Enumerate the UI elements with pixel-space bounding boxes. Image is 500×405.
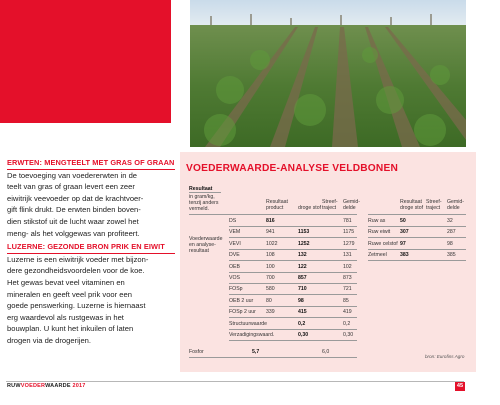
right-row-gemiddelde: 287 (447, 229, 456, 236)
paragraph-line: mineralen en geeft veel prik voor een (7, 289, 132, 299)
footer-brand-part: RUW (7, 383, 21, 389)
source-note: bron: Eurofins Agro (425, 354, 465, 359)
right-row-gemiddelde: 32 (447, 218, 453, 224)
row-gemiddelde: 85 (343, 297, 349, 304)
right-col-header-gemiddelde: Gemid- (447, 199, 465, 205)
right-row-divider (368, 226, 466, 227)
row-name: VEM (229, 229, 241, 236)
row-name: DS (229, 218, 237, 224)
right-col-header-gemiddelde: delde (447, 205, 460, 211)
section-heading-erwten: ERWTEN: MENGTEELT MET GRAS OF GRAAN (7, 158, 175, 167)
paragraph-line: Luzerne is een eiwitrijk voeder met bijzon- (7, 254, 149, 264)
fosfor-divider (189, 357, 357, 358)
row-name: Verzadigingswaard. (229, 332, 275, 338)
row-gemiddelde: 0,2 (343, 320, 351, 327)
col-header-streef: Streef- (322, 199, 338, 205)
right-row-divider (368, 237, 466, 238)
right-row-gemiddelde: 98 (447, 240, 453, 247)
paragraph-line: erg waardevol als rustgewas in het (7, 312, 124, 322)
paragraph-line: De toevoeging van voedererwten in de (7, 170, 138, 180)
row-product: 816 (266, 218, 275, 224)
row-product: 80 (266, 297, 272, 304)
footer-rule (6, 381, 464, 382)
footer-year: 2017 (72, 383, 86, 389)
row-drogestof: 710 (298, 286, 307, 293)
row-drogestof: 98 (298, 297, 304, 304)
paragraph-line: goede penswerking. Luzerne is hiernaast (7, 301, 146, 311)
paragraph-line: eiwitrijk veevoeder op dat de krachtvoer- (7, 193, 144, 203)
row-drogestof: 0,30 (298, 332, 309, 338)
header-divider (189, 214, 357, 215)
right-col-header-streef: Streef- (426, 199, 442, 205)
row-product: 700 (266, 275, 275, 281)
row-name: DVE (229, 252, 240, 259)
paragraph-line: dien stikstof uit de lucht waar zowel het (7, 216, 139, 226)
right-col-header-streef: traject (426, 205, 441, 211)
row-name: OEB 2 uur (229, 297, 254, 304)
right-col-header-resultaat: droge stof (400, 205, 424, 211)
unit-note: vermeld. (189, 206, 209, 212)
row-product: 108 (266, 252, 275, 259)
col-header-drogestof: droge stof (298, 205, 322, 211)
row-drogestof: 1252 (298, 240, 310, 247)
right-row-gemiddelde: 385 (447, 252, 456, 259)
unit-note: tenzij anders (189, 200, 219, 206)
right-row-drogestof: 50 (400, 218, 406, 224)
unit-note: in gram/kg, (189, 194, 215, 200)
row-divider (229, 260, 357, 261)
paragraph-line: meng- als het volggewas van profiteert. (7, 228, 140, 238)
paragraph-line: Het gewas bevat veel vitaminen en (7, 277, 125, 287)
col-header-gemiddelde: delde (343, 205, 356, 211)
right-row-drogestof: 97 (400, 240, 406, 247)
col-header-product: product (266, 205, 284, 211)
row-drogestof: 857 (298, 275, 307, 281)
row-gemiddelde: 131 (343, 252, 352, 259)
row-gemiddelde: 0,30 (343, 332, 354, 338)
right-header-divider (368, 214, 466, 215)
row-name: Structuurwaarde (229, 320, 268, 327)
col-header-product: Resultaat (266, 199, 288, 205)
paragraph-line: dere gezondheidsvoordelen voor de koe. (7, 266, 145, 276)
right-row-divider (368, 260, 466, 261)
group-label: resultaat (189, 248, 209, 254)
group-label: Voederwaarde (189, 236, 223, 242)
paragraph-line: bouwplan. U kunt het inkuilen of laten (7, 324, 134, 334)
row-drogestof: 122 (298, 263, 307, 270)
row-product: 580 (266, 286, 275, 293)
right-row-drogestof: 307 (400, 229, 409, 236)
row-drogestof: 415 (298, 309, 307, 316)
row-name: FOSp 2 uur (229, 309, 256, 316)
row-divider (229, 237, 357, 238)
row-divider (229, 317, 357, 318)
right-row-divider (368, 249, 466, 250)
row-gemiddelde: 419 (343, 309, 352, 316)
row-product: 100 (266, 263, 275, 270)
group-label: en analyse- (189, 242, 216, 248)
footer-brand-part: VOEDER (20, 383, 46, 389)
row-gemiddelde: 721 (343, 286, 352, 293)
row-name: VOS (229, 275, 240, 281)
right-row-name: Ruw as (368, 218, 386, 224)
table-title: VOEDERWAARDE-ANALYSE VELDBONEN (186, 163, 399, 174)
row-name: VEVI (229, 240, 241, 247)
row-divider (229, 329, 357, 330)
row-divider (229, 283, 357, 284)
section-heading-luzerne: LUZERNE: GEZONDE BRON PRIK EN EIWIT (7, 242, 165, 252)
fosfor-product: 5,7 (252, 349, 260, 355)
row-gemiddelde: 781 (343, 218, 352, 224)
col-header-gemiddelde: Gemid- (343, 199, 361, 205)
footer-brand-part: WAARDE (45, 383, 71, 389)
row-drogestof: 0,2 (298, 320, 306, 327)
row-name: FOSp (229, 286, 243, 293)
row-drogestof: 1153 (298, 229, 310, 236)
right-col-header-resultaat: Resultaat (400, 199, 422, 205)
right-row-name: Ruwe celstof (368, 240, 398, 247)
row-drogestof: 132 (298, 252, 307, 259)
row-divider (229, 249, 357, 250)
paragraph-line: teelt van gras of graan levert een zeer (7, 182, 135, 192)
row-name: OEB (229, 263, 240, 270)
row-divider (229, 306, 357, 307)
page-number: 45 (456, 383, 464, 389)
fosfor-label: Fosfor (189, 349, 204, 355)
paragraph-line: gift flink drukt. De erwten binden boven- (7, 205, 141, 215)
row-gemiddelde: 1175 (343, 229, 355, 236)
resultaat-underline (189, 192, 221, 193)
resultaat-label: Resultaat (189, 186, 213, 192)
right-row-name: Ruw eiwit (368, 229, 391, 236)
row-divider (229, 226, 357, 227)
row-gemiddelde: 873 (343, 275, 352, 281)
row-divider (229, 294, 357, 295)
row-gemiddelde: 1279 (343, 240, 355, 247)
right-row-drogestof: 383 (400, 252, 409, 259)
footer-brand (7, 383, 86, 389)
row-divider (229, 340, 357, 341)
row-product: 1022 (266, 240, 278, 247)
row-product: 339 (266, 309, 275, 316)
paragraph-line: drogen via de drogerijen. (7, 335, 92, 345)
row-divider (229, 272, 357, 273)
row-gemiddelde: 102 (343, 263, 352, 270)
right-row-name: Zetmeel (368, 252, 387, 259)
row-product: 941 (266, 229, 275, 236)
fosfor-gemiddelde: 6,0 (322, 349, 330, 355)
col-header-streef: traject (322, 205, 337, 211)
